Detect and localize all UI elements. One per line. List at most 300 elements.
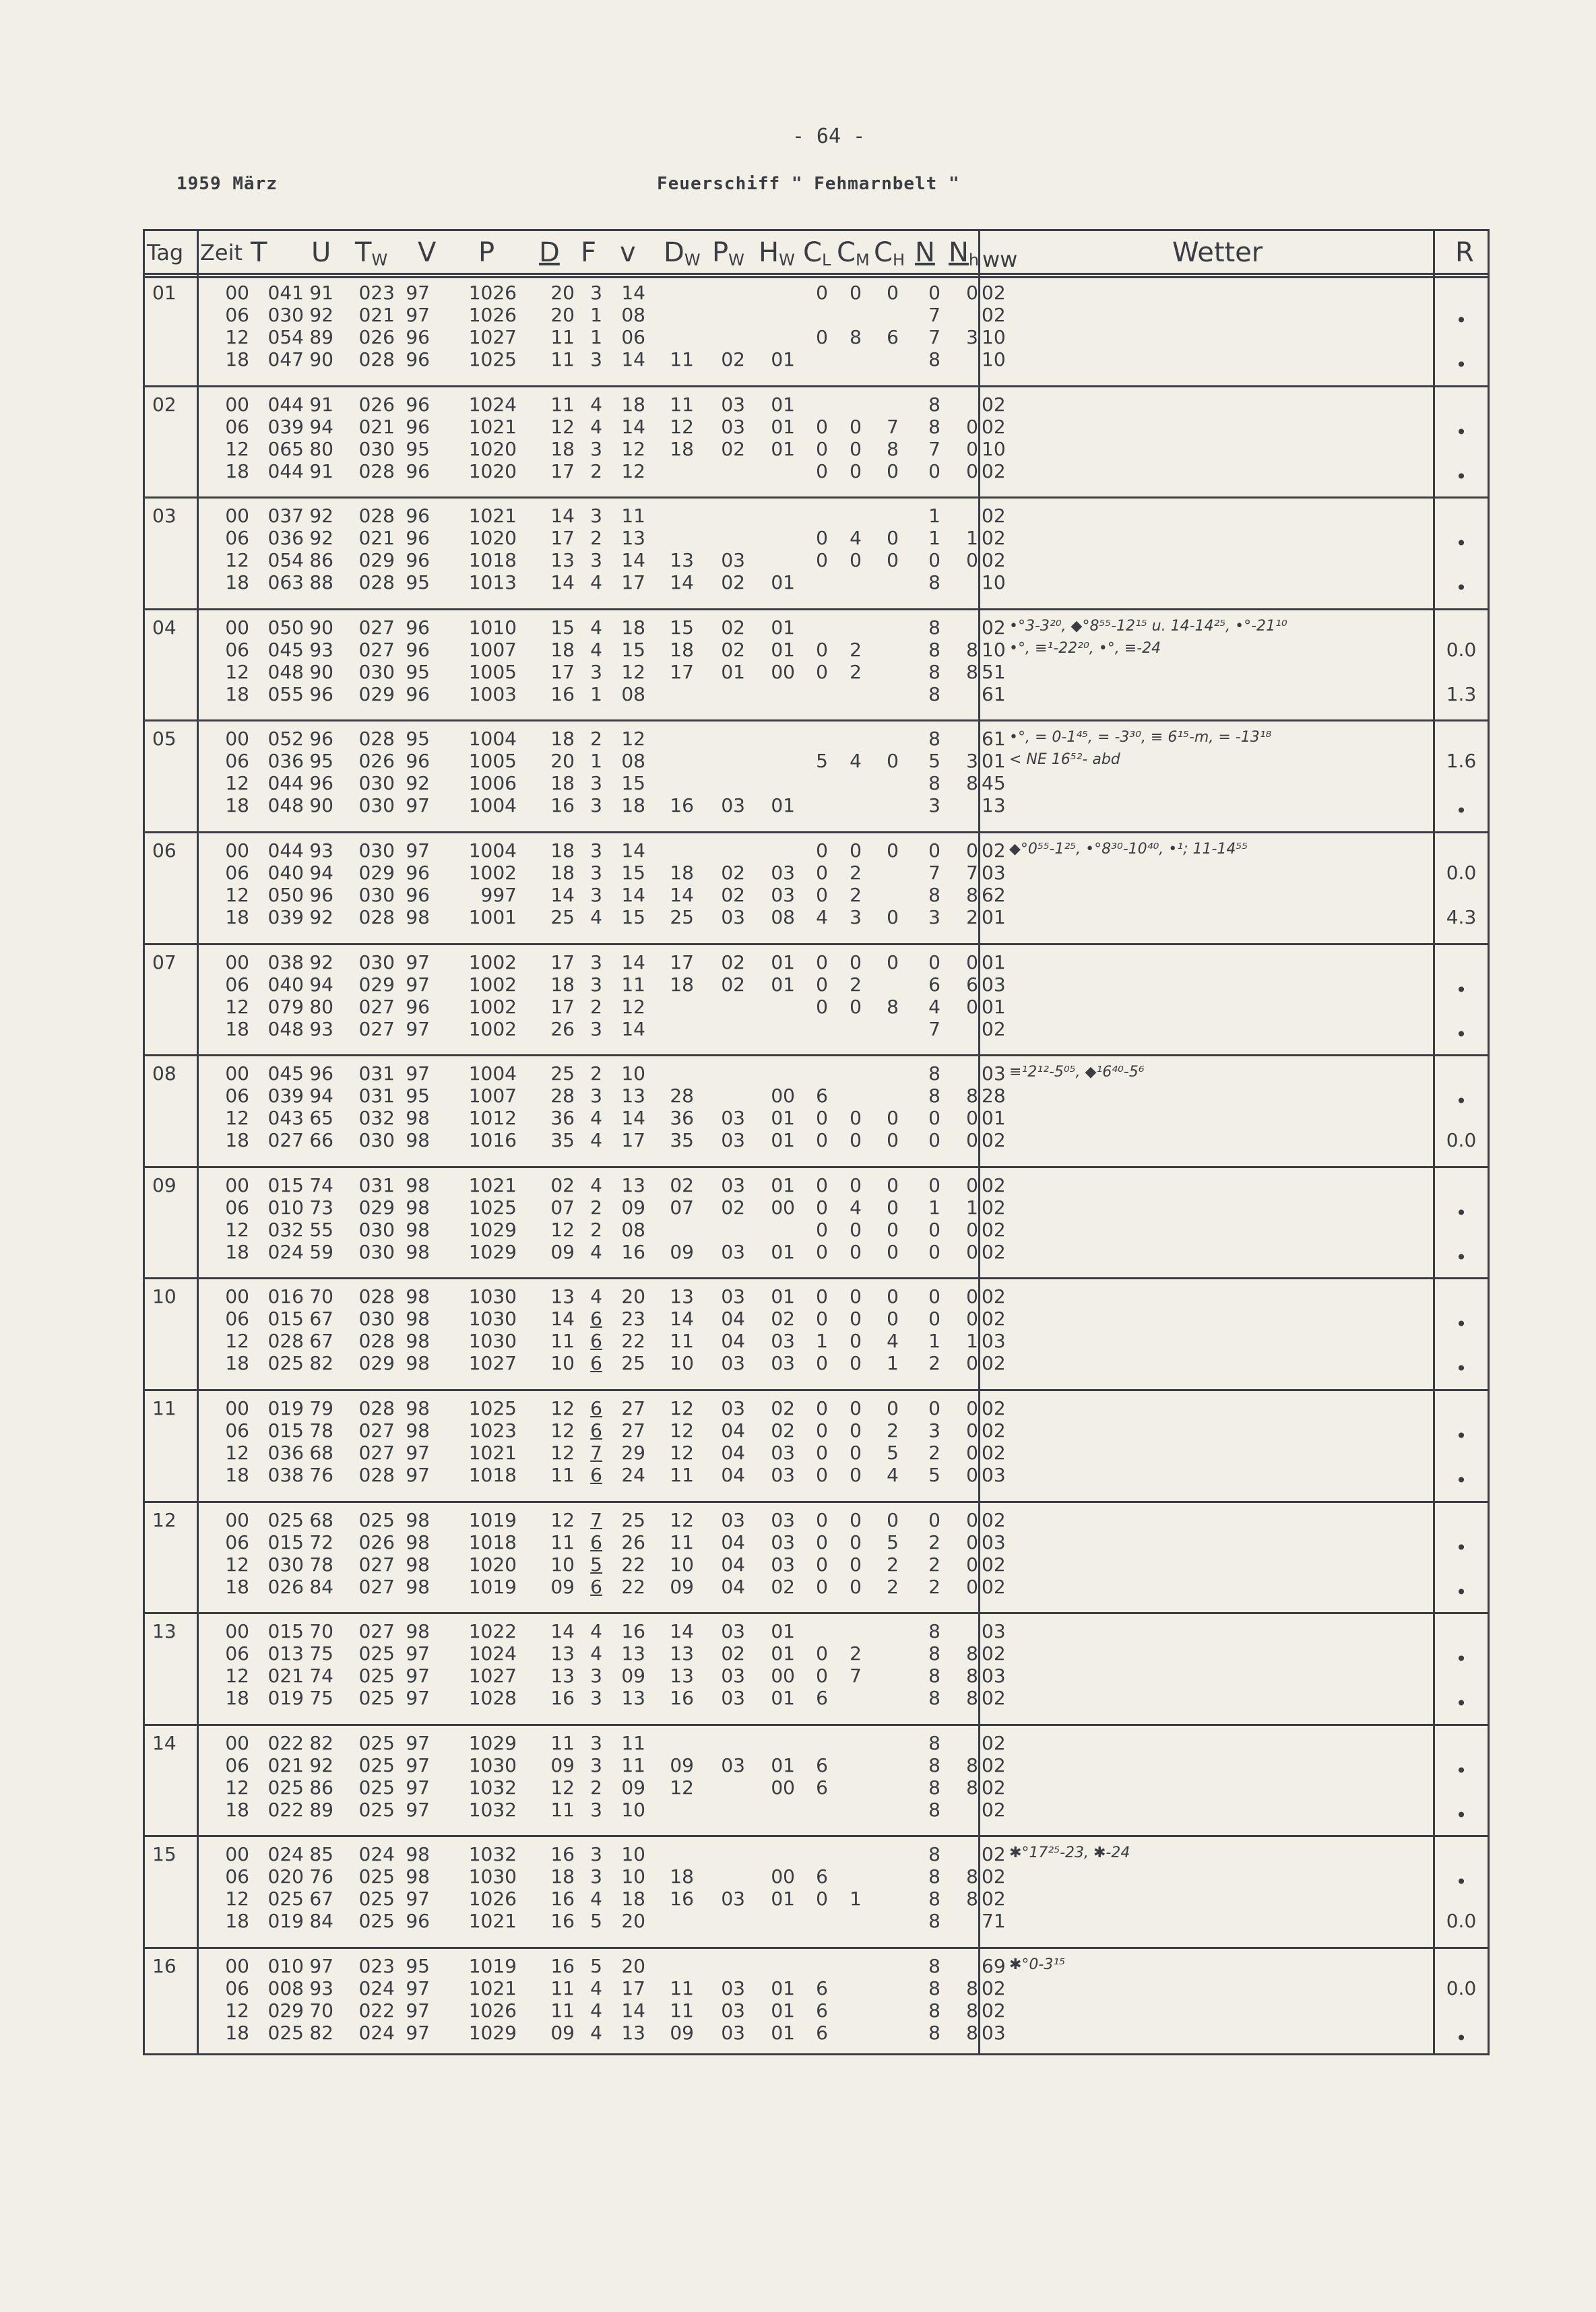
cell-t: 015 (267, 1620, 304, 1642)
cell-v: 98 (406, 1419, 430, 1442)
cell-nh: 0 (966, 1531, 978, 1553)
cell-zeit: 12 (225, 996, 249, 1018)
day-divider (143, 496, 1490, 499)
cell-n: 0 (928, 1219, 940, 1241)
cell-cm: 4 (850, 527, 862, 549)
cell-dw: 17 (670, 951, 694, 973)
cell-dw: 16 (670, 1888, 694, 1910)
cell-n: 8 (928, 1910, 940, 1932)
precip-value: • (1455, 2027, 1467, 2049)
cell-zeit: 18 (225, 1018, 249, 1040)
cell-t: 015 (267, 1419, 304, 1442)
column-header-v: V (418, 237, 437, 268)
cell-dw: 36 (670, 1107, 694, 1129)
precip-value: • (1455, 1090, 1467, 1112)
column-header-r: R (1455, 237, 1474, 268)
cell-ch: 0 (887, 1285, 899, 1308)
cell-pw: 02 (721, 438, 745, 460)
cell-pw: 02 (721, 884, 745, 906)
column-header-t: T (251, 237, 267, 268)
cell-v: 16 (621, 1241, 645, 1263)
cell-pw: 03 (721, 1754, 745, 1776)
cell-p: 1020 (468, 460, 517, 482)
cell-cl: 0 (816, 1553, 828, 1576)
cell-ww: 62 (982, 884, 1006, 906)
cell-u: 91 (309, 393, 333, 416)
precip-value: 0.0 (1446, 1129, 1477, 1151)
cell-ww: 02 (982, 1754, 1006, 1776)
cell-ch: 0 (887, 549, 899, 571)
cell-nh: 8 (966, 661, 978, 683)
cell-u: 93 (309, 1018, 333, 1040)
cell-tw: 030 (358, 794, 395, 816)
cell-tw: 025 (358, 1799, 395, 1821)
cell-n: 8 (928, 884, 940, 906)
cell-zeit: 12 (225, 1999, 249, 2022)
cell-dw: 11 (670, 393, 694, 416)
cell-hw: 03 (771, 1330, 795, 1352)
cell-p: 1002 (468, 951, 517, 973)
cell-zeit: 18 (225, 906, 249, 928)
cell-p: 1006 (468, 772, 517, 794)
cell-v: 97 (406, 2022, 430, 2044)
cell-v: 13 (621, 1085, 645, 1107)
cell-cl: 5 (816, 750, 828, 772)
cell-n: 2 (928, 1553, 940, 1576)
cell-ch: 4 (887, 1464, 899, 1486)
cell-ww: 10 (982, 348, 1006, 371)
cell-v: 95 (406, 661, 430, 683)
cell-pw: 01 (721, 661, 745, 683)
cell-cl: 0 (816, 1174, 828, 1196)
cell-f: 4 (590, 1129, 602, 1151)
cell-zeit: 18 (225, 1241, 249, 1263)
cell-u: 92 (309, 505, 333, 527)
cell-hw: 03 (771, 1509, 795, 1531)
cell-cm: 0 (850, 1442, 862, 1464)
cell-cl: 0 (816, 1509, 828, 1531)
cell-cl: 0 (816, 416, 828, 438)
cell-ch: 2 (887, 1553, 899, 1576)
cell-tw: 026 (358, 750, 395, 772)
day-divider (143, 719, 1490, 721)
cell-d: 25 (550, 1062, 575, 1085)
cell-d: 07 (550, 1196, 575, 1219)
cell-d: 17 (550, 996, 575, 1018)
cell-t: 019 (267, 1910, 304, 1932)
precip-value: • (1455, 1760, 1467, 1782)
cell-d: 17 (550, 527, 575, 549)
cell-p: 1007 (468, 639, 517, 661)
cell-d: 18 (550, 772, 575, 794)
cell-d: 16 (550, 1843, 575, 1865)
cell-ww: 02 (982, 1196, 1006, 1219)
cell-pw: 02 (721, 973, 745, 996)
cell-t: 028 (267, 1330, 304, 1352)
cell-v: 14 (621, 348, 645, 371)
cell-d: 18 (550, 639, 575, 661)
cell-f: 4 (590, 906, 602, 928)
cell-ww: 02 (982, 549, 1006, 571)
cell-nh: 0 (966, 1442, 978, 1464)
cell-p: 1027 (468, 1665, 517, 1687)
precip-value: • (1455, 577, 1467, 599)
cell-f: 4 (590, 1642, 602, 1665)
cell-dw: 09 (670, 1754, 694, 1776)
cell-hw: 01 (771, 1999, 795, 2022)
cell-u: 70 (309, 1620, 333, 1642)
cell-ww: 03 (982, 1062, 1006, 1085)
cell-f: 2 (590, 1776, 602, 1799)
cell-hw: 02 (771, 1308, 795, 1330)
cell-zeit: 06 (225, 862, 249, 884)
cell-ch: 5 (887, 1531, 899, 1553)
cell-u: 80 (309, 996, 333, 1018)
cell-v: 97 (406, 1776, 430, 1799)
cell-v: 08 (621, 750, 645, 772)
cell-pw: 02 (721, 951, 745, 973)
cell-hw: 01 (771, 393, 795, 416)
cell-pw: 02 (721, 571, 745, 593)
cell-n: 0 (928, 839, 940, 862)
cell-pw: 03 (721, 1352, 745, 1374)
cell-u: 76 (309, 1464, 333, 1486)
cell-u: 97 (309, 1955, 333, 1977)
cell-p: 1005 (468, 750, 517, 772)
cell-t: 048 (267, 794, 304, 816)
cell-hw: 01 (771, 616, 795, 639)
cell-v: 22 (621, 1330, 645, 1352)
cell-v: 97 (406, 1442, 430, 1464)
cell-f: 3 (590, 839, 602, 862)
cell-nh: 0 (966, 1509, 978, 1531)
cell-ww: 10 (982, 326, 1006, 348)
cell-t: 079 (267, 996, 304, 1018)
cell-v: 98 (406, 1397, 430, 1419)
column-header-zeit: Zeit (200, 240, 243, 265)
cell-cl: 0 (816, 1107, 828, 1129)
cell-zeit: 00 (225, 1285, 249, 1308)
cell-t: 037 (267, 505, 304, 527)
cell-v: 98 (406, 1509, 430, 1531)
cell-v: 97 (406, 1687, 430, 1709)
cell-t: 036 (267, 1442, 304, 1464)
cell-v: 97 (406, 1665, 430, 1687)
cell-u: 84 (309, 1576, 333, 1598)
cell-dw: 18 (670, 438, 694, 460)
day-label: 14 (152, 1732, 177, 1754)
cell-u: 89 (309, 326, 333, 348)
cell-v: 98 (406, 1219, 430, 1241)
cell-t: 013 (267, 1642, 304, 1665)
cell-hw: 00 (771, 1665, 795, 1687)
cell-t: 048 (267, 661, 304, 683)
cell-cm: 0 (850, 549, 862, 571)
cell-f: 4 (590, 616, 602, 639)
cell-cl: 0 (816, 438, 828, 460)
header-date: 1959 März (177, 174, 278, 194)
cell-zeit: 06 (225, 304, 249, 326)
cell-v: 97 (406, 304, 430, 326)
cell-ch: 0 (887, 1174, 899, 1196)
cell-pw: 03 (721, 794, 745, 816)
cell-zeit: 12 (225, 772, 249, 794)
cell-p: 1025 (468, 1397, 517, 1419)
cell-v: 18 (621, 616, 645, 639)
day-label: 01 (152, 282, 177, 304)
cell-pw: 03 (721, 1107, 745, 1129)
cell-dw: 10 (670, 1553, 694, 1576)
cell-tw: 028 (358, 728, 395, 750)
cell-u: 92 (309, 304, 333, 326)
cell-f: 3 (590, 282, 602, 304)
cell-d: 13 (550, 549, 575, 571)
precip-value: • (1455, 1313, 1467, 1335)
cell-cl: 0 (816, 326, 828, 348)
cell-v: 98 (406, 1174, 430, 1196)
cell-dw: 12 (670, 1397, 694, 1419)
cell-f: 3 (590, 549, 602, 571)
cell-v: 96 (406, 549, 430, 571)
cell-p: 1003 (468, 683, 517, 705)
cell-cm: 7 (850, 1665, 862, 1687)
cell-t: 025 (267, 1776, 304, 1799)
cell-t: 015 (267, 1531, 304, 1553)
precip-value: 1.6 (1446, 750, 1477, 772)
cell-ww: 02 (982, 282, 1006, 304)
cell-u: 75 (309, 1642, 333, 1665)
cell-f: 4 (590, 1620, 602, 1642)
cell-dw: 02 (670, 1174, 694, 1196)
day-label: 12 (152, 1509, 177, 1531)
cell-pw: 04 (721, 1553, 745, 1576)
cell-dw: 10 (670, 1352, 694, 1374)
cell-v: 98 (406, 1576, 430, 1598)
cell-ww: 03 (982, 1531, 1006, 1553)
cell-d: 18 (550, 839, 575, 862)
cell-u: 90 (309, 661, 333, 683)
cell-nh: 8 (966, 1865, 978, 1888)
cell-n: 6 (928, 973, 940, 996)
cell-p: 1012 (468, 1107, 517, 1129)
cell-ww: 02 (982, 1576, 1006, 1598)
cell-d: 16 (550, 683, 575, 705)
cell-tw: 030 (358, 884, 395, 906)
cell-n: 4 (928, 996, 940, 1018)
cell-f: 2 (590, 460, 602, 482)
day-divider (143, 1166, 1490, 1168)
cell-dw: 13 (670, 1665, 694, 1687)
cell-cl: 0 (816, 1219, 828, 1241)
cell-zeit: 00 (225, 1397, 249, 1419)
cell-d: 16 (550, 1910, 575, 1932)
cell-ww: 02 (982, 1776, 1006, 1799)
cell-ch: 0 (887, 1196, 899, 1219)
cell-p: 1021 (468, 1442, 517, 1464)
day-divider (143, 1389, 1490, 1391)
cell-d: 13 (550, 1665, 575, 1687)
cell-nh: 8 (966, 1085, 978, 1107)
cell-ch: 4 (887, 1330, 899, 1352)
cell-d: 11 (550, 1330, 575, 1352)
cell-ww: 01 (982, 996, 1006, 1018)
cell-pw: 04 (721, 1419, 745, 1442)
cell-t: 022 (267, 1732, 304, 1754)
cell-p: 1021 (468, 1910, 517, 1932)
cell-zeit: 18 (225, 1799, 249, 1821)
column-header-tag: Tag (147, 240, 184, 265)
cell-nh: 0 (966, 1464, 978, 1486)
cell-f: 3 (590, 438, 602, 460)
cell-dw: 09 (670, 2022, 694, 2044)
cell-t: 039 (267, 1085, 304, 1107)
cell-p: 1029 (468, 1732, 517, 1754)
cell-f: 4 (590, 1999, 602, 2022)
cell-zeit: 00 (225, 393, 249, 416)
cell-ww: 71 (982, 1910, 1006, 1932)
cell-f: 4 (590, 2022, 602, 2044)
precip-value: • (1455, 1648, 1467, 1670)
cell-pw: 04 (721, 1308, 745, 1330)
cell-t: 020 (267, 1865, 304, 1888)
cell-p: 1016 (468, 1129, 517, 1151)
cell-dw: 35 (670, 1129, 694, 1151)
cell-n: 0 (928, 1308, 940, 1330)
cell-p: 1023 (468, 1419, 517, 1442)
cell-zeit: 00 (225, 1843, 249, 1865)
cell-tw: 025 (358, 1888, 395, 1910)
cell-cl: 4 (816, 906, 828, 928)
cell-zeit: 12 (225, 1219, 249, 1241)
cell-zeit: 12 (225, 884, 249, 906)
cell-p: 1004 (468, 794, 517, 816)
column-header-v: v (620, 237, 636, 268)
cell-d: 12 (550, 1442, 575, 1464)
column-header-p: P (478, 237, 495, 268)
cell-n: 8 (928, 1776, 940, 1799)
cell-v: 96 (406, 996, 430, 1018)
precip-value: 0.0 (1446, 1977, 1477, 1999)
cell-f: 6 (590, 1576, 602, 1598)
cell-u: 78 (309, 1553, 333, 1576)
day-label: 07 (152, 951, 177, 973)
cell-d: 36 (550, 1107, 575, 1129)
cell-v: 25 (621, 1352, 645, 1374)
cell-f: 2 (590, 728, 602, 750)
cell-zeit: 00 (225, 1174, 249, 1196)
cell-u: 89 (309, 1799, 333, 1821)
cell-d: 20 (550, 282, 575, 304)
cell-zeit: 06 (225, 639, 249, 661)
cell-v: 14 (621, 1999, 645, 2022)
cell-tw: 027 (358, 1553, 395, 1576)
cell-ch: 0 (887, 839, 899, 862)
cell-v: 08 (621, 683, 645, 705)
cell-v: 15 (621, 862, 645, 884)
cell-f: 1 (590, 326, 602, 348)
cell-dw: 09 (670, 1576, 694, 1598)
cell-ch: 0 (887, 906, 899, 928)
header-title: Feuerschiff " Fehmarnbelt " (657, 174, 960, 194)
cell-ch: 7 (887, 416, 899, 438)
cell-tw: 029 (358, 1196, 395, 1219)
cell-nh: 2 (966, 906, 978, 928)
cell-nh: 0 (966, 1576, 978, 1598)
cell-tw: 028 (358, 348, 395, 371)
cell-tw: 025 (358, 1910, 395, 1932)
cell-tw: 025 (358, 1754, 395, 1776)
cell-p: 1021 (468, 505, 517, 527)
cell-v: 98 (406, 1129, 430, 1151)
cell-d: 11 (550, 1531, 575, 1553)
cell-n: 8 (928, 1665, 940, 1687)
cell-v: 17 (621, 571, 645, 593)
cell-f: 4 (590, 1977, 602, 1999)
cell-t: 054 (267, 326, 304, 348)
cell-hw: 02 (771, 1419, 795, 1442)
cell-p: 1030 (468, 1285, 517, 1308)
cell-tw: 028 (358, 1397, 395, 1419)
cell-t: 025 (267, 2022, 304, 2044)
cell-u: 82 (309, 2022, 333, 2044)
cell-zeit: 00 (225, 1955, 249, 1977)
cell-p: 1032 (468, 1799, 517, 1821)
cell-u: 96 (309, 1062, 333, 1085)
cell-pw: 03 (721, 1687, 745, 1709)
wetter-note: < NE 16⁵²- abd (1009, 751, 1120, 768)
precip-value: • (1455, 309, 1467, 331)
cell-tw: 026 (358, 326, 395, 348)
cell-u: 94 (309, 416, 333, 438)
cell-ww: 02 (982, 1219, 1006, 1241)
cell-u: 67 (309, 1308, 333, 1330)
cell-v: 96 (406, 416, 430, 438)
cell-tw: 032 (358, 1107, 395, 1129)
cell-tw: 028 (358, 1330, 395, 1352)
cell-hw: 03 (771, 862, 795, 884)
cell-f: 2 (590, 1062, 602, 1085)
cell-d: 12 (550, 1397, 575, 1419)
cell-n: 7 (928, 304, 940, 326)
precip-value: • (1455, 465, 1467, 488)
cell-n: 8 (928, 639, 940, 661)
cell-zeit: 18 (225, 1910, 249, 1932)
cell-zeit: 12 (225, 1330, 249, 1352)
cell-ch: 8 (887, 996, 899, 1018)
cell-d: 18 (550, 973, 575, 996)
cell-v: 10 (621, 1799, 645, 1821)
cell-tw: 021 (358, 416, 395, 438)
cell-hw: 01 (771, 794, 795, 816)
cell-u: 96 (309, 884, 333, 906)
cell-t: 044 (267, 839, 304, 862)
cell-ch: 0 (887, 1509, 899, 1531)
cell-pw: 03 (721, 1397, 745, 1419)
cell-cm: 2 (850, 639, 862, 661)
cell-nh: 0 (966, 1174, 978, 1196)
cell-nh: 0 (966, 1553, 978, 1576)
cell-zeit: 18 (225, 571, 249, 593)
column-header-d: D (539, 237, 560, 268)
cell-t: 021 (267, 1665, 304, 1687)
cell-f: 4 (590, 1174, 602, 1196)
cell-ww: 03 (982, 1620, 1006, 1642)
cell-cm: 0 (850, 1397, 862, 1419)
cell-ww: 28 (982, 1085, 1006, 1107)
cell-t: 030 (267, 304, 304, 326)
cell-pw: 04 (721, 1531, 745, 1553)
cell-tw: 029 (358, 1352, 395, 1374)
